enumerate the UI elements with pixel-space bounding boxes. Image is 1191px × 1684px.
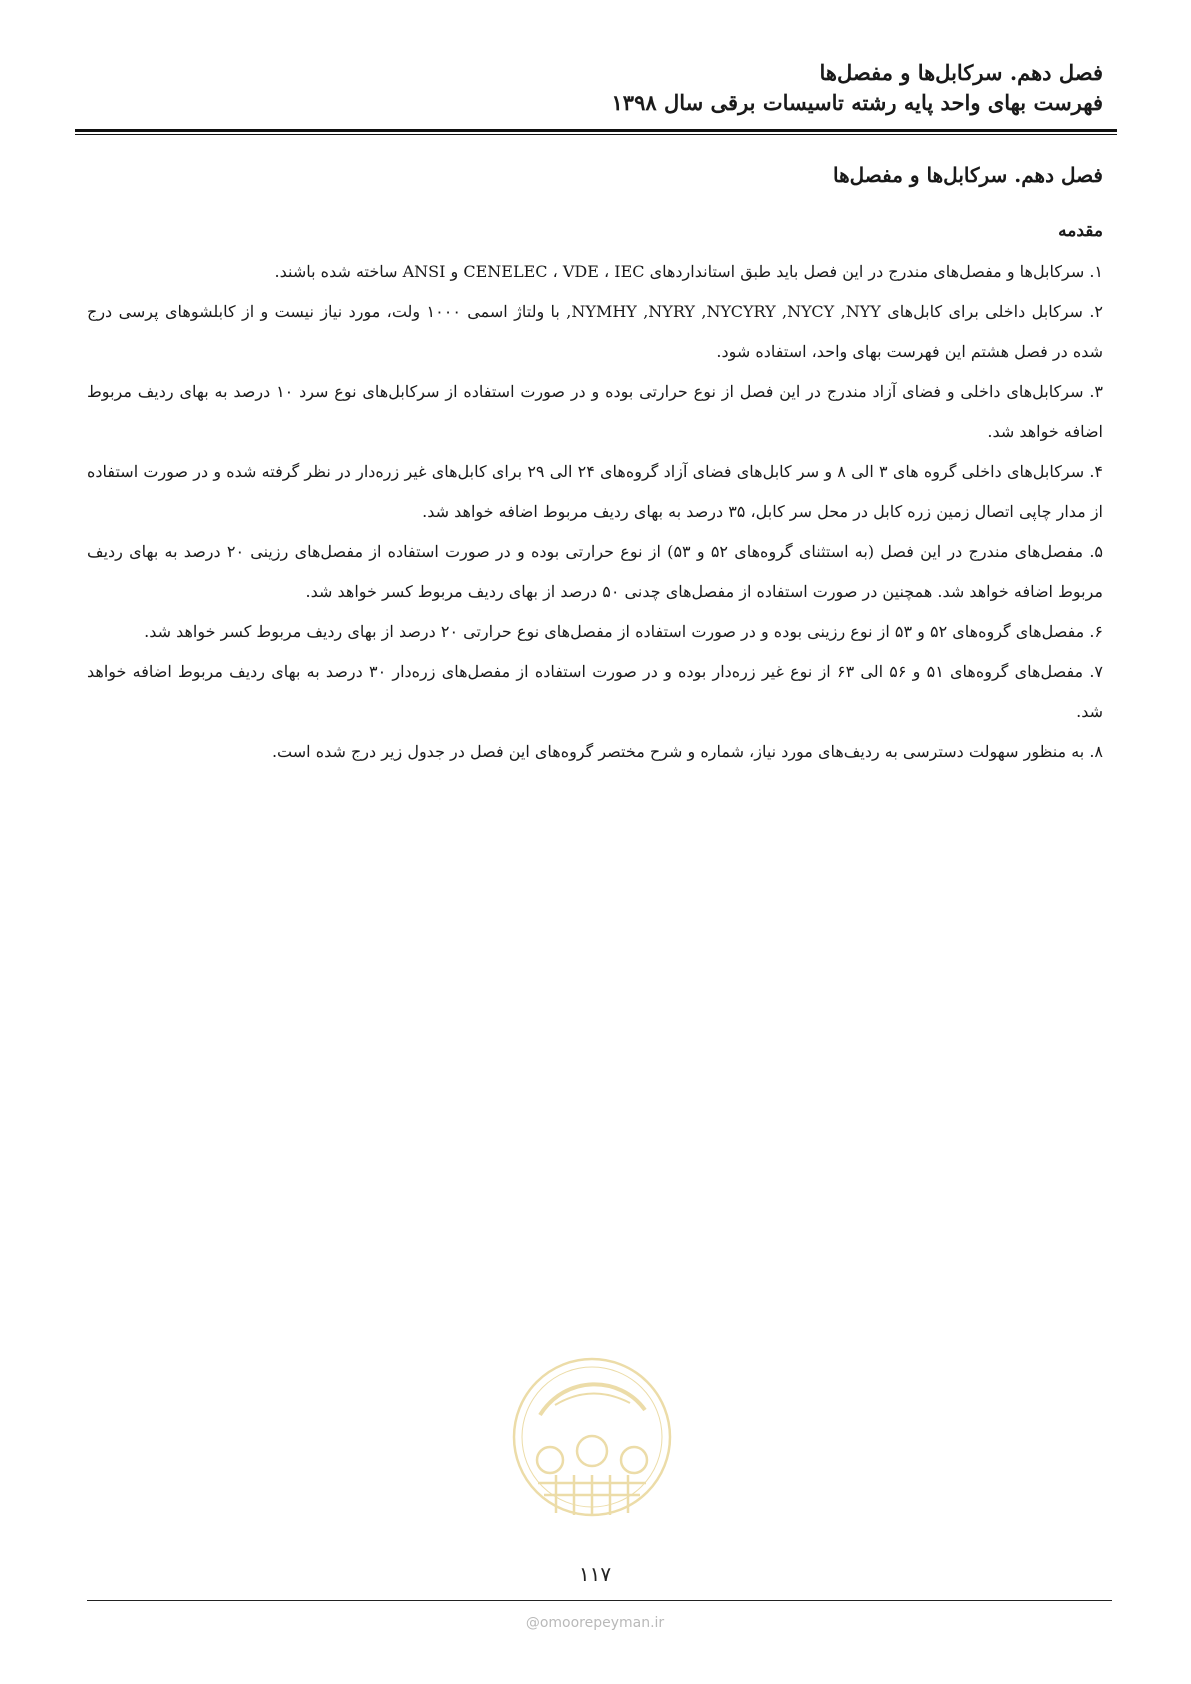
header-book-line: فهرست بهای واحد پایه رشته تاسیسات برقی سال ۱۳۹۸ (611, 90, 1103, 115)
page-number: ۱۱۷ (578, 1562, 612, 1586)
header-chapter-line: فصل دهم. سرکابل‌ها و مفصل‌ها (819, 60, 1103, 85)
footer-rule (87, 1600, 1112, 1601)
watermark-caption: @omoorepeyman.ir (525, 1615, 665, 1631)
paragraph-1: ۱. سرکابل‌ها و مفصل‌های مندرج در این فصل باید طبق استانداردهای CENELEC ، VDE ، IEC و ANSI ساخته شده باشند. (274, 262, 1103, 281)
paragraph-5: ۵. مفصل‌های مندرج در این فصل (به استثنای گروه‌های ۵۲ و ۵۳) از نوع حرارتی بوده و در صورت استفاده از مفصل‌های رزینی ۲۰ درصد به بهای ردیف مربوط اضافه خواهد شد. همچنین در صورت استفاده از مفصل‌های چدنی ۵۰ درصد از بهای ردیف مربوط کسر خواهد شد. (87, 542, 1104, 601)
paragraph-4: ۴. سرکابل‌های داخلی گروه های ۳ الی ۸ و سر کابل‌های فضای آزاد گروه‌های ۲۴ الی ۲۹ برای کابل‌های غیر زره‌دار در نظر گرفته شده و در صورت استفاده از مدار چاپی اتصال زمین زره کابل در محل سر کابل، ۳۵ درصد به بهای ردیف مربوط اضافه خواهد شد. (87, 462, 1104, 521)
page-content (87, 160, 1103, 772)
paragraph-3: ۳. سرکابل‌های داخلی و فضای آزاد مندرج در این فصل از نوع حرارتی بوده و در صورت استفاده از سرکابل‌های نوع سرد ۱۰ درصد به بهای ردیف مربوط اضافه خواهد شد. (87, 382, 1103, 441)
paragraph-8: ۸. به منظور سهولت دسترسی به ردیف‌های مورد نیاز، شماره و شرح مختصر گروه‌های این فصل در جدول زیر درج شده است. (271, 742, 1103, 761)
header-rule-thin (75, 134, 1117, 135)
paragraph-6: ۶. مفصل‌های گروه‌های ۵۲ و ۵۳ از نوع رزینی بوده و در صورت استفاده از مفصل‌های نوع حرارتی ۲۰ درصد از بهای ردیف مربوط کسر خواهد شد. (144, 622, 1103, 641)
paragraph-2: ۲. سرکابل داخلی برای کابل‌های NYMHY ,NYRY ,NYCYRY ,NYCY ,NYY, با ولتاژ اسمی ۱۰۰۰ ولت، مورد نیاز نیست و از کابلشوهای پرسی درج شده در فصل هشتم این فهرست بهای واحد، استفاده شود. (87, 302, 1104, 361)
introduction-heading: مقدمه (1058, 221, 1103, 241)
header-rule-thick (75, 129, 1117, 132)
paragraph-7: ۷. مفصل‌های گروه‌های ۵۱ و ۵۶ الی ۶۳ از نوع غیر زره‌دار بوده و در صورت استفاده از مفصل‌های زره‌دار ۳۰ درصد به بهای ردیف مربوط اضافه خواهد شد. (87, 662, 1104, 721)
watermark-logo-icon (510, 1355, 675, 1520)
running-header (88, 58, 1103, 118)
chapter-title: فصل دهم. سرکابل‌ها و مفصل‌ها (832, 163, 1103, 187)
